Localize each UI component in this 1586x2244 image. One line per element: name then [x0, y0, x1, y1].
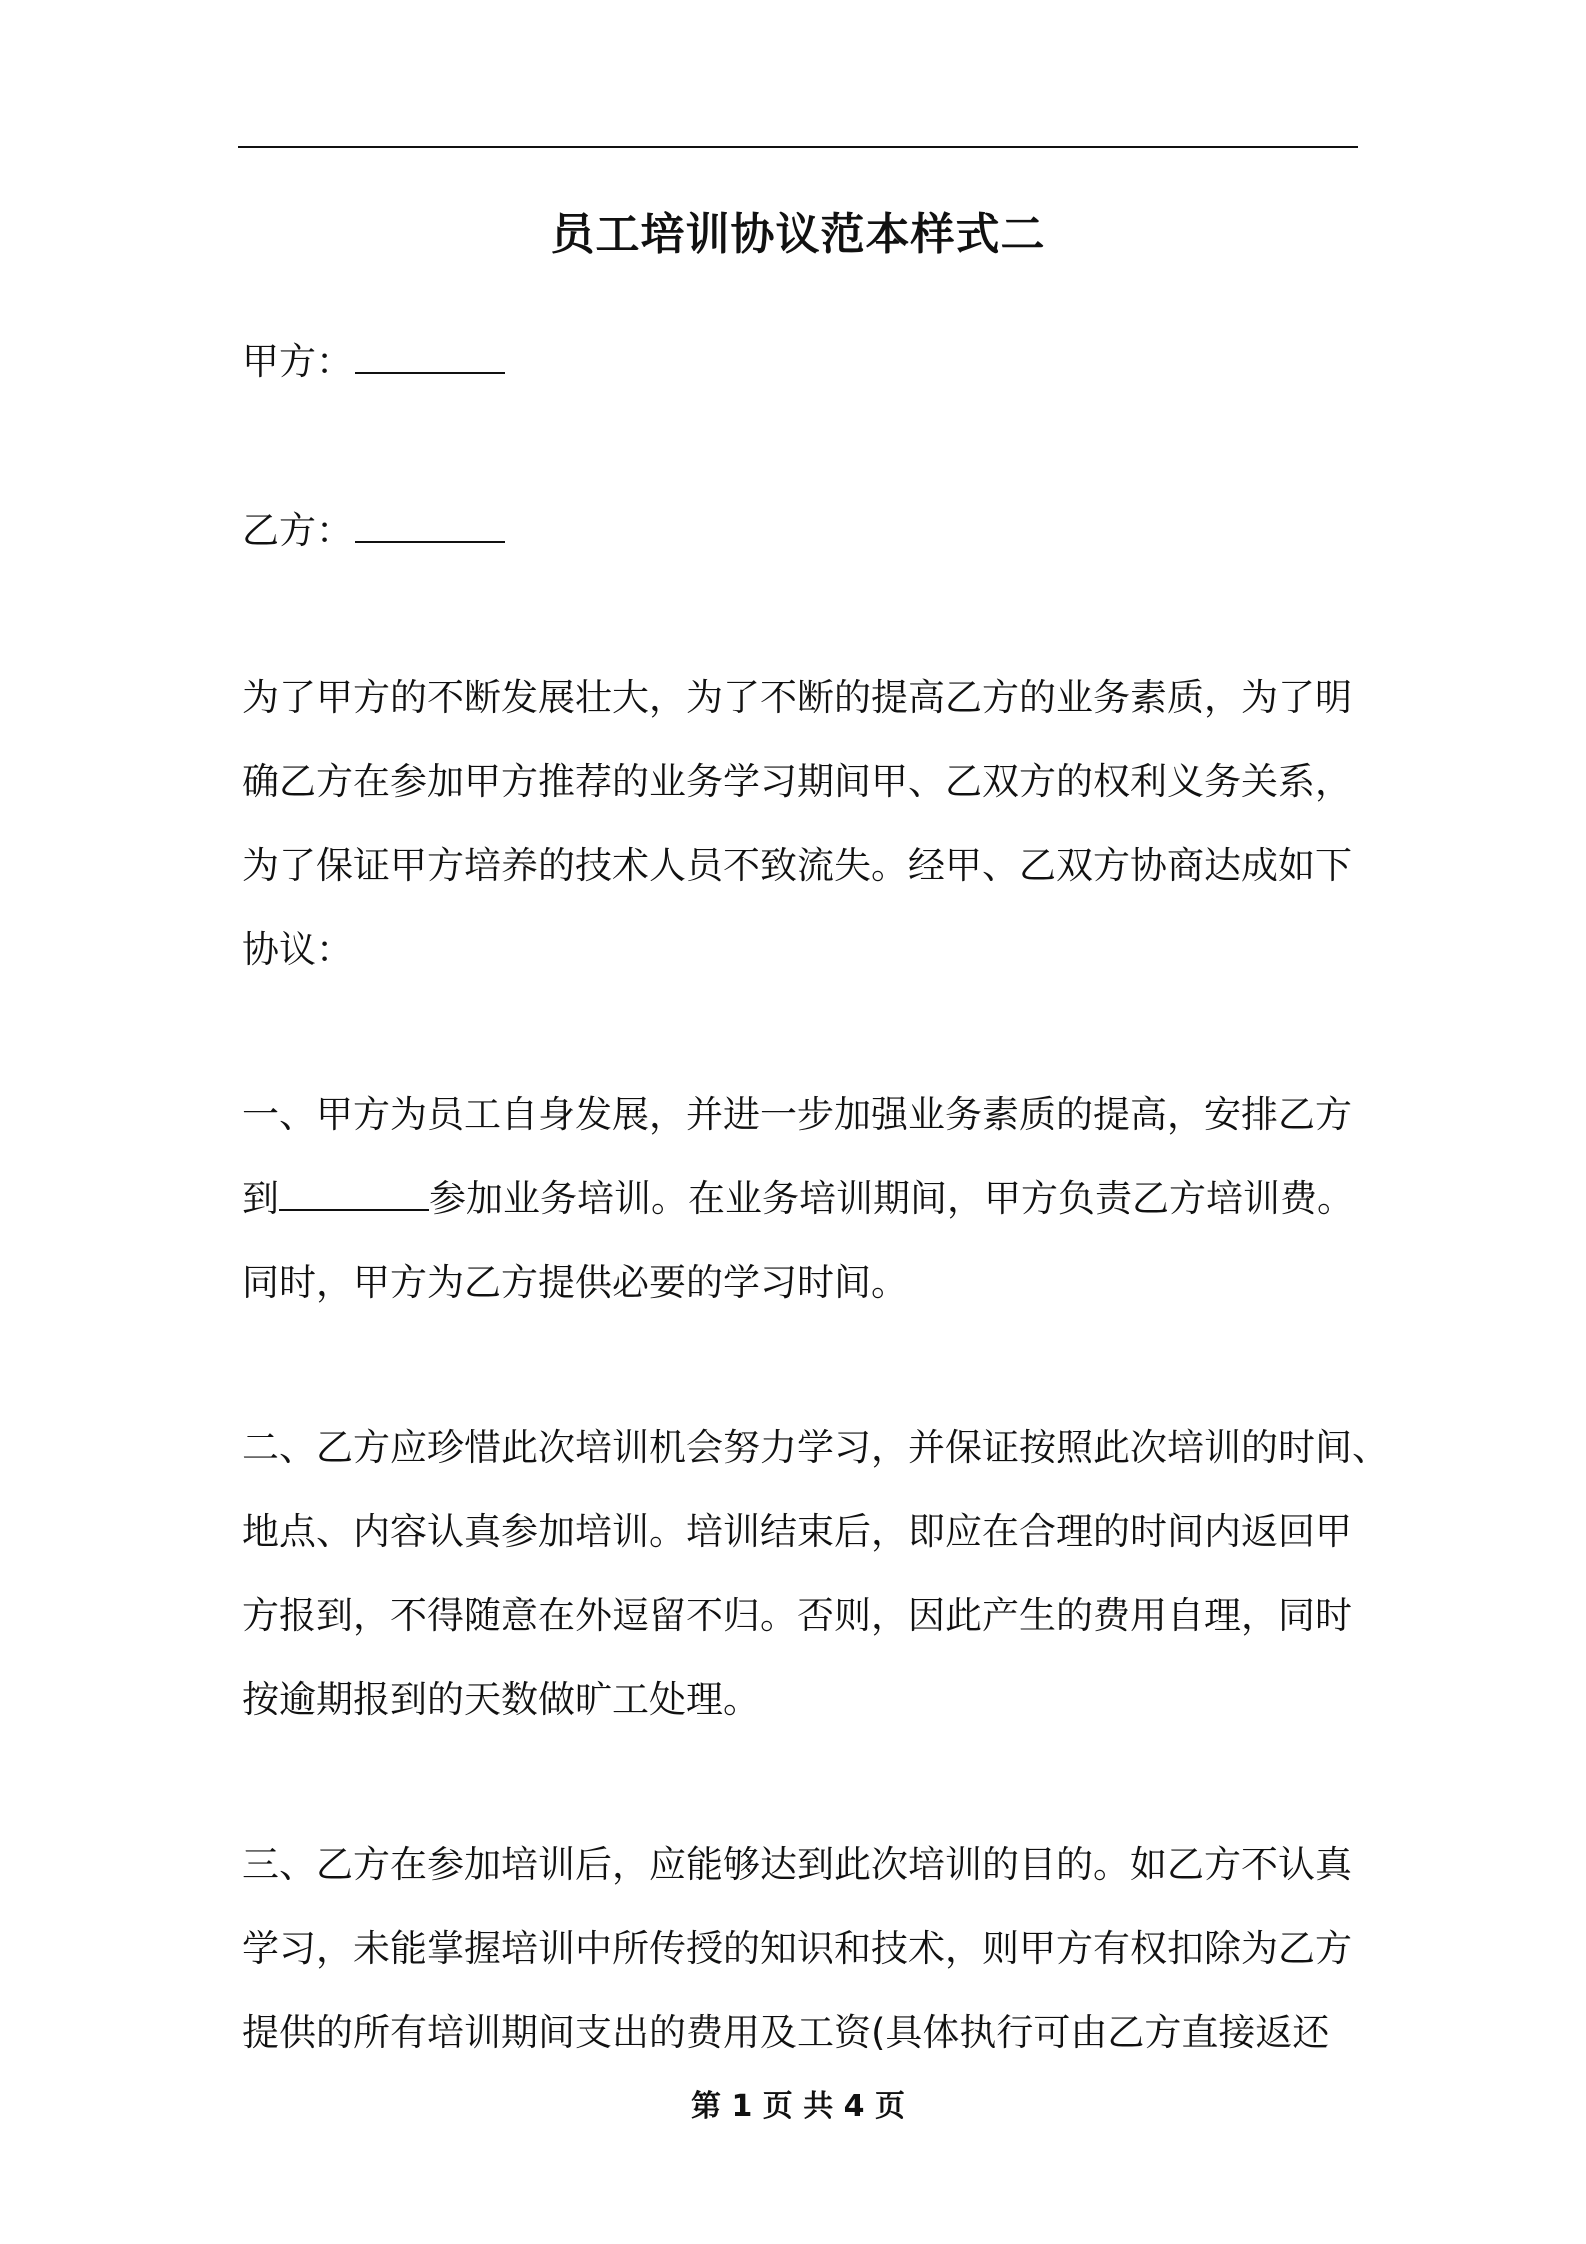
- clause-1-text-after-blank: 参加业务培训。在业务培训期间，甲方负责乙方培训费。: [429, 1177, 1354, 1220]
- intro-paragraph: [242, 656, 1362, 992]
- document-title: 员工培训协议范本样式二: [550, 209, 1046, 260]
- clause-1-line-with-blank: [242, 1157, 1362, 1241]
- clause-3-line: 提供的所有培训期间支出的费用及工资(具体执行可由乙方直接返还: [242, 2011, 1330, 2054]
- clause-3-line: 三、乙方在参加培训后，应能够达到此次培训的目的。如乙方不认真: [242, 1843, 1352, 1886]
- party-a-label: 甲方：: [242, 340, 353, 383]
- clause-2-paragraph: [242, 1406, 1389, 1742]
- party-b-line: [242, 505, 505, 556]
- party-b-label: 乙方：: [242, 509, 353, 552]
- training-location-blank: [279, 1173, 429, 1211]
- clause-2-line: 按逾期报到的天数做旷工处理。: [242, 1678, 760, 1721]
- party-b-blank: [355, 505, 505, 543]
- clause-1-paragraph: [242, 1073, 1362, 1325]
- intro-line: 确乙方在参加甲方推荐的业务学习期间甲、乙双方的权利义务关系，: [242, 760, 1352, 803]
- clause-2-line: 方报到，不得随意在外逗留不归。否则，因此产生的费用自理，同时: [242, 1594, 1352, 1637]
- intro-line: 为了甲方的不断发展壮大，为了不断的提高乙方的业务素质，为了明: [242, 676, 1352, 719]
- clause-1-text-before-blank: 到: [242, 1177, 279, 1220]
- clause-1-line: 一、甲方为员工自身发展，并进一步加强业务素质的提高，安排乙方: [242, 1093, 1352, 1136]
- clause-3-paragraph: [242, 1823, 1362, 2075]
- page-number-footer: 第 1 页 共 4 页: [691, 2089, 905, 2124]
- clause-2-line: 地点、内容认真参加培训。培训结束后，即应在合理的时间内返回甲: [242, 1510, 1352, 1553]
- header-divider: [238, 146, 1358, 148]
- clause-3-line: 学习，未能掌握培训中所传授的知识和技术，则甲方有权扣除为乙方: [242, 1927, 1352, 1970]
- party-a-line: [242, 336, 505, 387]
- party-a-blank: [355, 336, 505, 374]
- intro-line: 协议：: [242, 928, 353, 971]
- intro-line: 为了保证甲方培养的技术人员不致流失。经甲、乙双方协商达成如下: [242, 844, 1352, 887]
- clause-2-line: 二、乙方应珍惜此次培训机会努力学习，并保证按照此次培训的时间、: [242, 1426, 1389, 1469]
- clause-1-line: 同时，甲方为乙方提供必要的学习时间。: [242, 1261, 908, 1304]
